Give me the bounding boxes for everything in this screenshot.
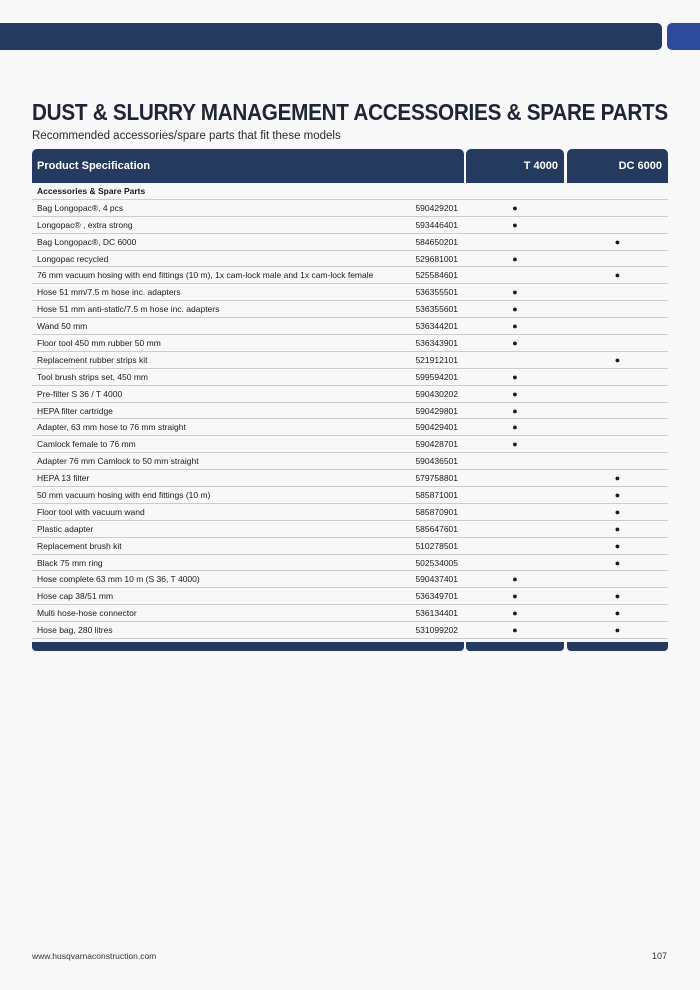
product-name: Tool brush strips set, 450 mm bbox=[37, 371, 149, 382]
dc6000-fit-marker: ● bbox=[614, 490, 621, 501]
table-row bbox=[32, 335, 668, 352]
part-number: 585647601 bbox=[415, 523, 458, 534]
t4000-fit-marker: ● bbox=[512, 439, 518, 450]
t4000-fit-marker: ● bbox=[512, 574, 518, 585]
t4000-fit-marker: ● bbox=[512, 405, 518, 416]
table-row bbox=[32, 588, 668, 605]
table-row bbox=[32, 386, 668, 403]
product-name: HEPA 13 filter bbox=[37, 473, 90, 484]
t4000-fit-marker: ● bbox=[512, 422, 518, 433]
product-name: Floor tool 450 mm rubber 50 mm bbox=[37, 338, 161, 349]
table-row bbox=[32, 571, 668, 588]
product-name: Hose bag, 280 litres bbox=[37, 625, 113, 636]
product-name: 50 mm vacuum hosing with end fittings (10 m) bbox=[37, 490, 211, 501]
dc6000-fit-marker: ● bbox=[614, 625, 621, 636]
table-row bbox=[32, 487, 668, 504]
part-number: 585870901 bbox=[415, 506, 458, 517]
part-number: 531099202 bbox=[415, 625, 458, 636]
t4000-fit-marker: ● bbox=[512, 591, 518, 602]
dc6000-fit-marker: ● bbox=[614, 591, 621, 602]
table-header bbox=[32, 149, 668, 183]
table-row bbox=[32, 419, 668, 436]
dc6000-fit-marker: ● bbox=[614, 236, 621, 247]
dc6000-fit-marker: ● bbox=[614, 506, 621, 517]
part-number: 525584601 bbox=[415, 270, 458, 281]
table-footer-bar bbox=[567, 642, 668, 651]
product-name: HEPA filter cartridge bbox=[37, 405, 113, 416]
part-number: 599594201 bbox=[415, 371, 458, 382]
part-number: 529681001 bbox=[415, 253, 458, 264]
t4000-fit-marker: ● bbox=[512, 219, 518, 230]
product-name: Adapter, 63 mm hose to 76 mm straight bbox=[37, 422, 186, 433]
dc6000-fit-marker: ● bbox=[614, 270, 621, 281]
part-number: 593446401 bbox=[415, 219, 458, 230]
product-name: Hose 51 mm anti-static/7.5 m hose inc. adapters bbox=[37, 304, 220, 315]
t4000-fit-marker: ● bbox=[512, 253, 518, 264]
accessories-table bbox=[32, 183, 668, 639]
table-footer-bar bbox=[466, 642, 564, 651]
section-row bbox=[32, 183, 668, 200]
table-row bbox=[32, 369, 668, 386]
table-row bbox=[32, 284, 668, 301]
dc6000-fit-marker: ● bbox=[614, 540, 621, 551]
product-name: Bag Longopac®, 4 pcs bbox=[37, 202, 124, 213]
product-name: Bag Longopac®, DC 6000 bbox=[37, 236, 137, 247]
part-number: 585871001 bbox=[415, 490, 458, 501]
table-row bbox=[32, 605, 668, 622]
dc6000-fit-marker: ● bbox=[614, 523, 621, 534]
t4000-fit-marker: ● bbox=[512, 287, 518, 298]
part-number: 521912101 bbox=[415, 354, 458, 365]
part-number: 502534005 bbox=[415, 557, 458, 568]
page-title: DUST & SLURRY MANAGEMENT ACCESSORIES & SPARE PARTS bbox=[32, 99, 668, 125]
product-name: Adapter 76 mm Camlock to 50 mm straight bbox=[37, 456, 199, 467]
part-number: 590436501 bbox=[415, 456, 458, 467]
top-banner-tab bbox=[667, 23, 700, 50]
product-name: Longopac® , extra strong bbox=[37, 219, 133, 230]
table-row bbox=[32, 622, 668, 639]
table-row bbox=[32, 436, 668, 453]
t4000-fit-marker: ● bbox=[512, 202, 518, 213]
t4000-fit-marker: ● bbox=[512, 371, 518, 382]
table-row bbox=[32, 555, 668, 572]
dc6000-fit-marker: ● bbox=[614, 354, 621, 365]
part-number: 536343901 bbox=[415, 338, 458, 349]
table-row bbox=[32, 301, 668, 318]
table-row bbox=[32, 403, 668, 420]
part-number: 584650201 bbox=[415, 236, 458, 247]
t4000-fit-marker: ● bbox=[512, 608, 518, 619]
dc6000-fit-marker: ● bbox=[614, 557, 621, 568]
product-name: Camlock female to 76 mm bbox=[37, 439, 136, 450]
table-row bbox=[32, 251, 668, 268]
table-row bbox=[32, 538, 668, 555]
table-row bbox=[32, 318, 668, 335]
column-header-t4000: T 4000 bbox=[466, 149, 564, 183]
product-name: Replacement brush kit bbox=[37, 540, 122, 551]
t4000-fit-marker: ● bbox=[512, 388, 518, 399]
page-number: 107 bbox=[651, 951, 667, 961]
column-header-dc6000: DC 6000 bbox=[567, 149, 668, 183]
table-row bbox=[32, 200, 668, 217]
product-name: Hose 51 mm/7.5 m hose inc. adapters bbox=[37, 287, 181, 298]
part-number: 590430202 bbox=[415, 388, 458, 399]
dc6000-fit-marker: ● bbox=[614, 473, 621, 484]
t4000-fit-marker: ● bbox=[512, 338, 518, 349]
part-number: 590429801 bbox=[415, 405, 458, 416]
part-number: 590429401 bbox=[415, 422, 458, 433]
section-label: Accessories & Spare Parts bbox=[37, 186, 146, 196]
table-row bbox=[32, 521, 668, 538]
product-name: Replacement rubber strips kit bbox=[37, 354, 148, 365]
part-number: 590429201 bbox=[415, 202, 458, 213]
product-name: Floor tool with vacuum wand bbox=[37, 506, 145, 517]
product-name: Plastic adapter bbox=[37, 523, 94, 534]
dc6000-fit-marker: ● bbox=[614, 608, 621, 619]
table-footer bbox=[32, 642, 668, 651]
product-name: Wand 50 mm bbox=[37, 321, 88, 332]
part-number: 590437401 bbox=[415, 574, 458, 585]
table-row bbox=[32, 352, 668, 369]
product-name: Hose cap 38/51 mm bbox=[37, 591, 114, 602]
product-name: Black 75 mm ring bbox=[37, 557, 103, 568]
table-row bbox=[32, 470, 668, 487]
page-subtitle: Recommended accessories/spare parts that fit these models bbox=[32, 130, 341, 142]
table-row bbox=[32, 453, 668, 470]
product-name: Multi hose-hose connector bbox=[37, 608, 137, 619]
column-header-spec: Product Specification bbox=[32, 149, 464, 183]
part-number: 510278501 bbox=[415, 540, 458, 551]
website-url: www.husqvarnaconstruction.com bbox=[32, 951, 157, 961]
product-name: Pre-filter S 36 / T 4000 bbox=[37, 388, 123, 399]
part-number: 536134401 bbox=[415, 608, 458, 619]
part-number: 536355601 bbox=[415, 304, 458, 315]
top-banner bbox=[0, 23, 662, 50]
part-number: 536349701 bbox=[415, 591, 458, 602]
table-row bbox=[32, 504, 668, 521]
t4000-fit-marker: ● bbox=[512, 304, 518, 315]
t4000-fit-marker: ● bbox=[512, 321, 518, 332]
part-number: 536344201 bbox=[415, 321, 458, 332]
product-name: Longopac recycled bbox=[37, 253, 109, 264]
t4000-fit-marker: ● bbox=[512, 625, 518, 636]
table-footer-bar bbox=[32, 642, 464, 651]
product-name: 76 mm vacuum hosing with end fittings (10 m), 1x cam-lock male and 1x cam-lock female bbox=[37, 270, 374, 281]
table-row bbox=[32, 267, 668, 284]
part-number: 536355501 bbox=[415, 287, 458, 298]
part-number: 579758801 bbox=[415, 473, 458, 484]
table-row bbox=[32, 234, 668, 251]
table-row bbox=[32, 217, 668, 234]
product-name: Hose complete 63 mm 10 m (S 36, T 4000) bbox=[37, 574, 200, 585]
part-number: 590428701 bbox=[415, 439, 458, 450]
